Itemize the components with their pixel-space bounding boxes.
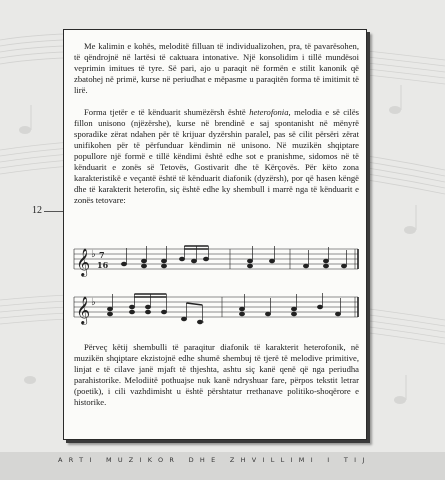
time-signature-top: 7 <box>99 250 105 260</box>
heterofonia-term: heterofonia <box>249 107 289 117</box>
music-staff-2 <box>72 289 360 329</box>
treble-clef-icon: 𝄞 <box>76 248 91 276</box>
treble-clef-icon: 𝄞 <box>76 296 91 324</box>
running-footer: ARTI MUZIKOR DHE ZHVILLIMI I TIJ <box>58 456 371 464</box>
paragraph-1: Me kalimin e kohës, meloditë filluan të individualizohen, pra, të pavarësohen, të qëndrojnë në lartësi të caktuara intonative. Një konsolidim i tillë mundësoi veprimin imitues të tyre. Së pari, ajo u paraqit në formën e stilit kanonik që zbatohej në primë, kurse në periudhat e mëpasme u paraqitën forma të imitimit të lirë. <box>74 41 359 96</box>
paragraph-3: Përveç këtij shembulli të paraqitur diafonik të karakterit heterofonik, në muzikën shqiptare ekzistojnë edhe shumë shembuj të tjerë të melodive primitive, linjat e të cilave janë mjaft të thjeshta, ashtu siç kanë qenë që nga periudha parahistorike. Melodiitë pothuajse nuk kanë ndryshuar fare, përpos tekstit letrar (poetik), i cili vazhdimisht u është përshtatur rrethanave politiko-shoqërore e historike. <box>74 342 359 408</box>
paragraph-2-rest: , melodia e së cilës fillon unisono (njëzërshe), kurse në brendinë e saj spontanisht në mënyrë sporadike zërat ndahen për të krijuar dyzërshin paralel, pas së cilit përsëri zërat unifikohen për të përfunduar këndimin në unisono. Në muzikën shqiptare popullore një formë e tillë këndimi është edhe sot e pranishme, sidomos në të kënduarit e zonës së Tetovës, Gostivarit dhe të Kërçovës. Për këto zona karakteristikë e veçantë është të kënduarit diafonik (dyzërsh), por që hasen këngë dhe të karakterit heterofin, siç është edhe ky shembull i marrë nga të kënduarit e zonës tetovare: <box>74 107 359 206</box>
music-staff-1 <box>72 241 360 281</box>
page-number: 12 <box>32 205 42 216</box>
flat-sign-icon: ♭ <box>91 249 96 260</box>
paragraph-2 <box>74 107 359 206</box>
flat-sign-icon: ♭ <box>91 297 96 308</box>
paragraph-2-start: Forma tjetër e të kënduarit shumëzërsh është <box>84 107 250 117</box>
time-signature-bottom: 16 <box>97 260 109 270</box>
